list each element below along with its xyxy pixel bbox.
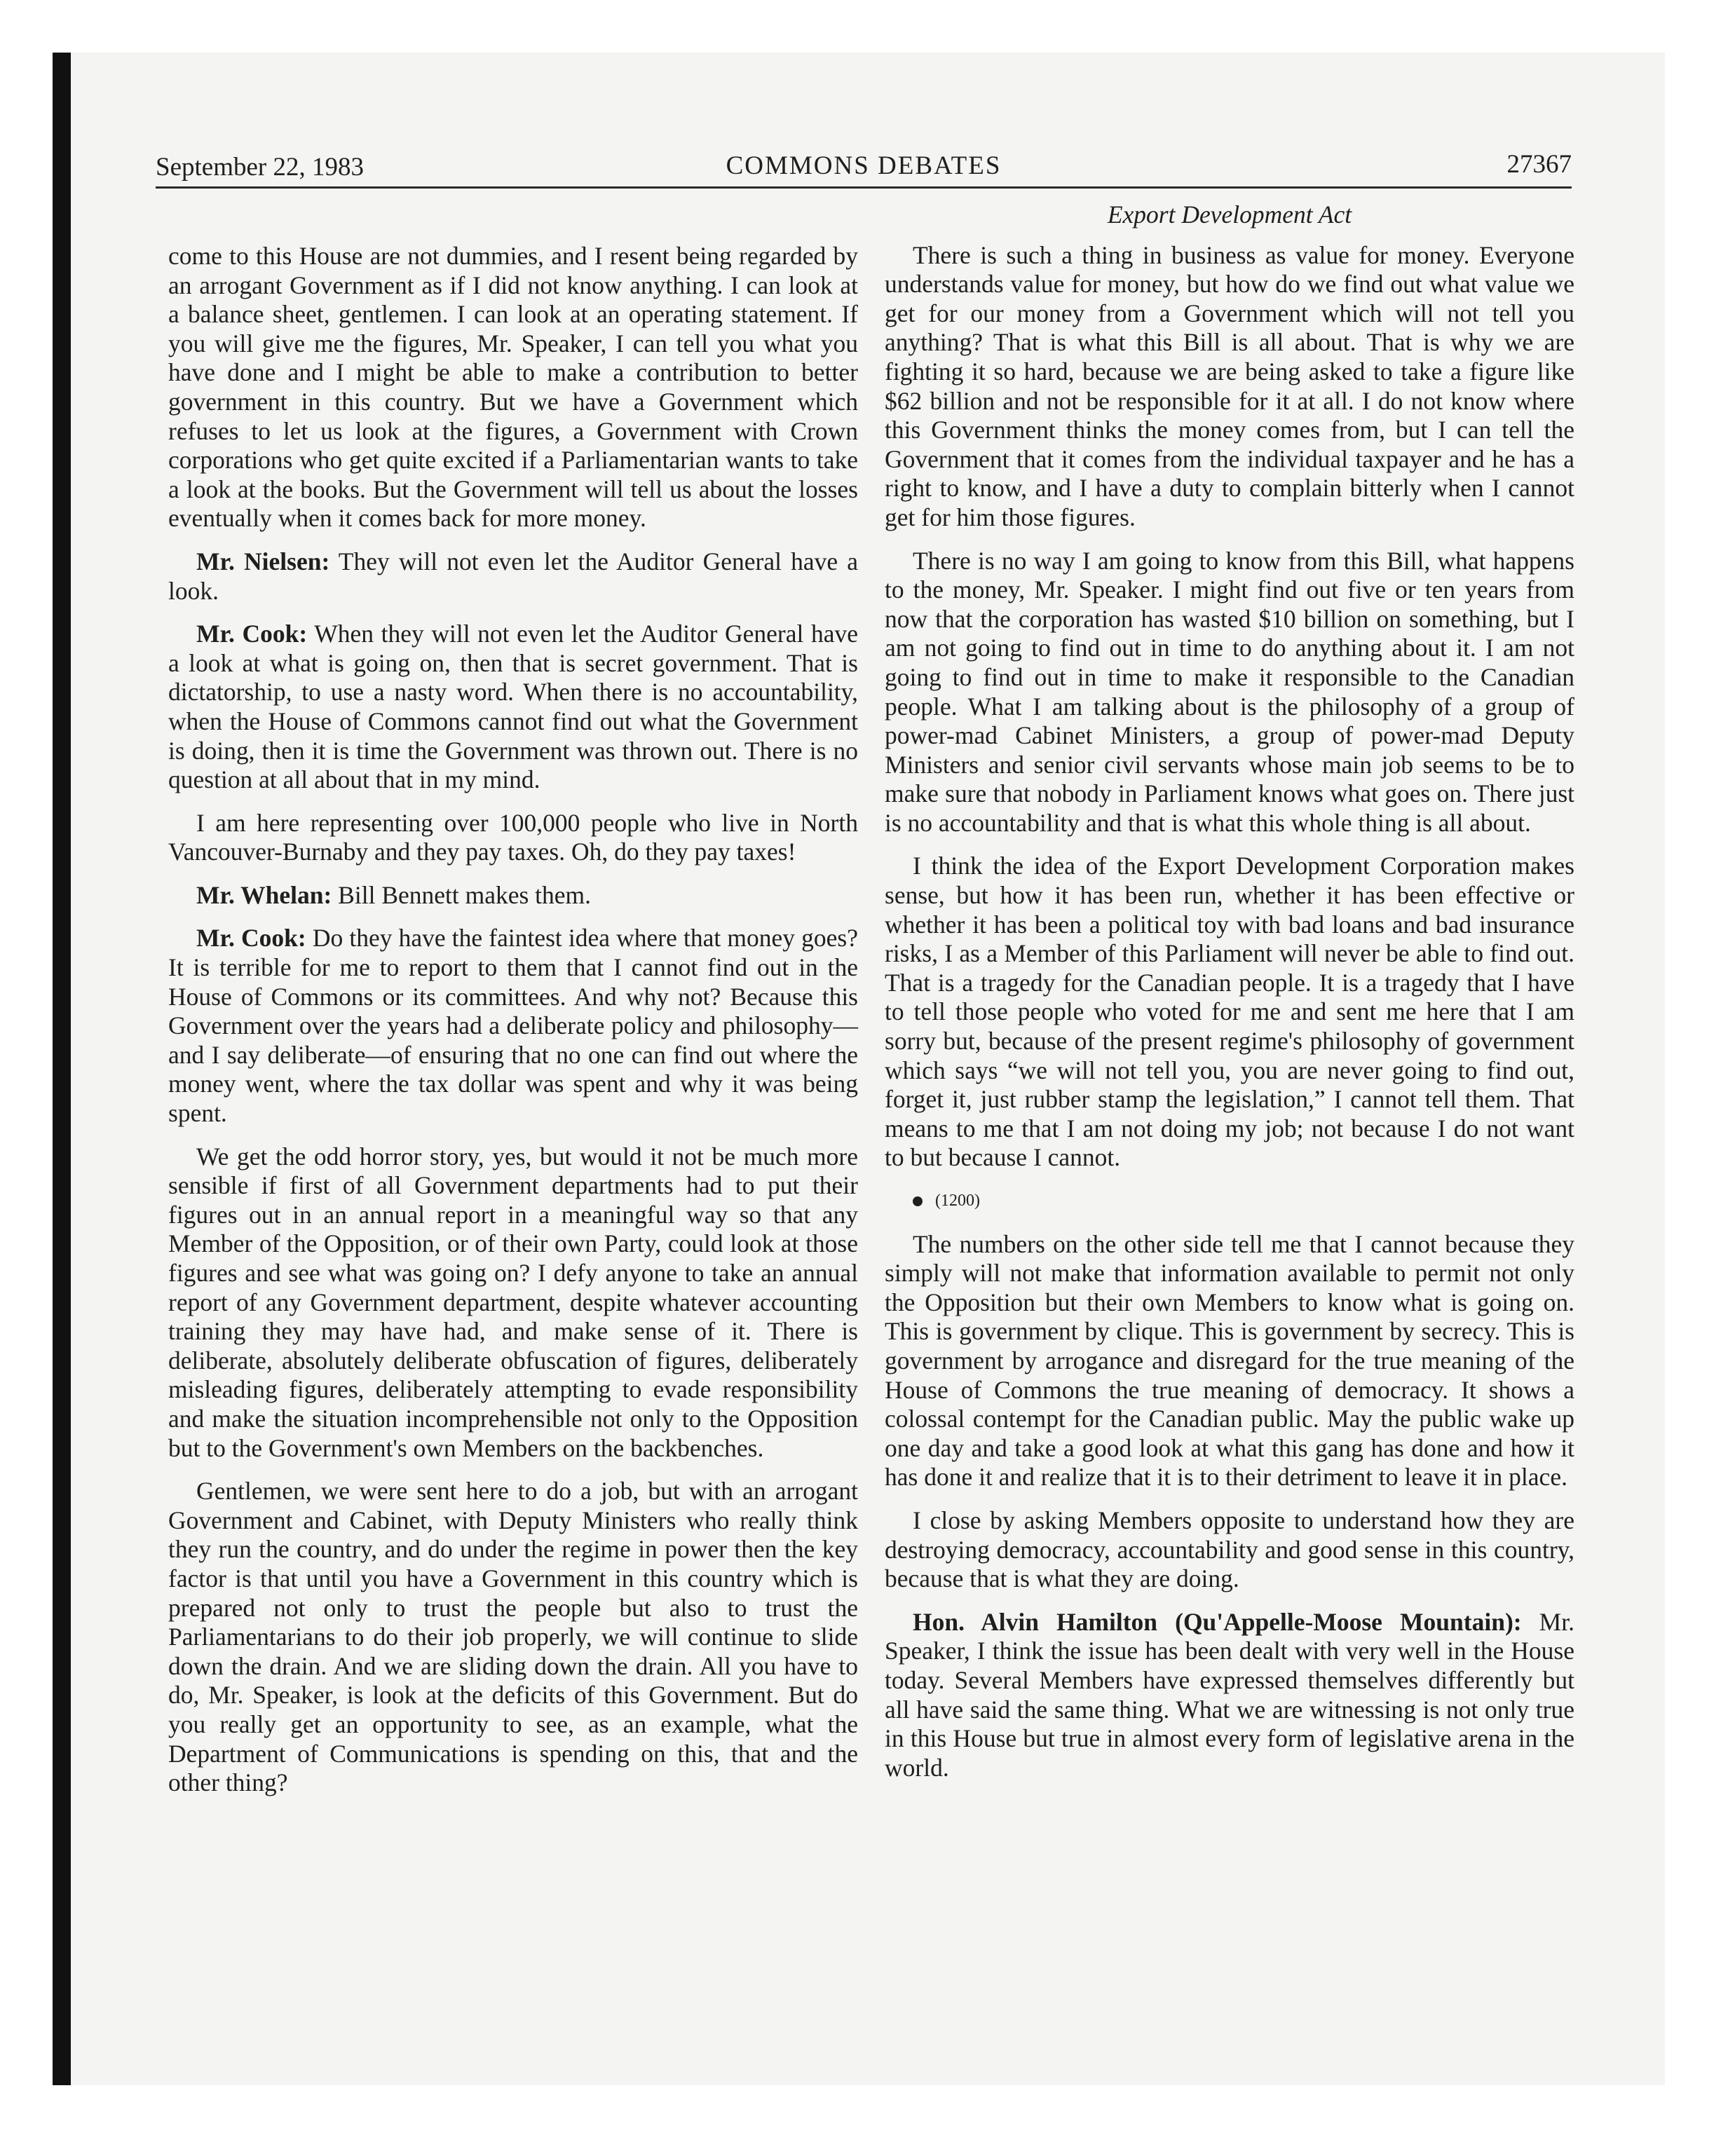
speech-cook <box>168 620 858 795</box>
paragraph: come to this House are not dummies, and I resent being regarded by an arrogant Government as if I did not know anything. I can look at a balance sheet, gentlemen. I can look at an operating statement. If you will give me the figures, Mr. Speaker, I can tell you what you have done and I might be able to make a contribution to better government in this country. But we have a Government which refuses to let us look at the figures, a Government with Crown corporations who get quite excited if a Parliamentarian wants to take a look at the books. But the Government will tell us about the losses eventually when it comes back for more money. <box>168 242 858 533</box>
bullet-icon <box>913 1196 923 1206</box>
binding-edge <box>53 53 71 2085</box>
paragraph: I close by asking Members opposite to understand how they are destroying democracy, accountability and good sense in this country, because that is what they are doing. <box>885 1506 1574 1593</box>
speech-text: Mr. Speaker, I think the issue has been dealt with very well in the House today. Several Members have expressed themselves differently but all have said the same thing. What we are witnessing is not only true in this House but true in almost every form of legislative arena in the world. <box>885 1607 1574 1782</box>
page-header <box>156 140 1572 189</box>
speaker-name: Mr. Nielsen: <box>196 547 330 575</box>
header-title: COMMONS DEBATES <box>726 151 1002 180</box>
left-column <box>168 242 858 1812</box>
speech-hamilton <box>885 1608 1574 1783</box>
paragraph: There is no way I am going to know from this Bill, what happens to the money, Mr. Speaker. I might find out five or ten years from now that the corporation has wasted $10 billion on something, but I am not going to find out in time to do anything about it. I am not going to find out in time to make it responsible to the Canadian people. What I am talking about is the philosophy of a group of power-mad Cabinet Ministers, a group of power-mad Deputy Ministers and senior civil servants whose main job seems to be to make sure that nobody in Parliament knows what goes on. There just is no accountability and that is what this whole thing is all about. <box>885 546 1574 837</box>
speech-text: Bill Bennett makes them. <box>332 880 592 909</box>
speaker-name: Hon. Alvin Hamilton (Qu'Appelle-Moose Mountain): <box>913 1607 1522 1636</box>
speech-whelan <box>168 881 858 910</box>
paragraph: There is such a thing in business as value for money. Everyone understands value for money, but how do we find out what value we get for our money from a Government which will not tell you anything? That is what this Bill is all about. That is why we are fighting it so hard, because we are being asked to take a figure like $62 billion and not be responsible for it at all. I do not know where this Government thinks the money comes from, but I can tell the Government that it comes from the individual taxpayer and he has a right to know, and I have a duty to complain bitterly when I cannot get for him those figures. <box>885 240 1574 531</box>
time-marker <box>885 1187 1574 1216</box>
speech-text: They will not even let the Auditor General have a look. <box>168 547 859 605</box>
speech-text: When they will not even let the Auditor General have a look at what is going on, then that is secret government. That is dictatorship, to use a nasty word. When there is no accountability, when the House of Commons cannot find out what the Government is doing, then it is time the Government was thrown out. There is no question at all about that in my mind. <box>168 620 858 794</box>
time-marker-text: (1200) <box>935 1192 980 1210</box>
paragraph: Gentlemen, we were sent here to do a job, but with an arrogant Government and Cabinet, with Deputy Ministers who really think they run the country, and do under the regime in power then the key factor is that until you have a Government in this country which is prepared not only to trust the people but also to trust the Parliamentarians to do their job properly, we will continue to slide down the drain. And we are sliding down the drain. All you have to do, Mr. Speaker, is look at the deficits of this Government. But do you really get an opportunity to see, as an example, what the Department of Communications is spending on this, that and the other thing? <box>168 1477 858 1797</box>
paragraph: The numbers on the other side tell me that I cannot because they simply will not make that information available to permit not only the Opposition but their own Members to know what is going on. This is government by clique. This is government by secrecy. This is government by arrogance and disregard for the true meaning of the House of Commons the true meaning of democracy. It shows a colossal contempt for the Canadian public. May the public wake up one day and take a good look at what this gang has done and how it has done it and realize that it is to their detriment to leave it in place. <box>885 1229 1574 1492</box>
speaker-name: Mr. Cook: <box>196 620 308 648</box>
speech-text: Do they have the faintest idea where that money goes? It is terrible for me to report to them that I cannot find out in the House of Commons or its committees. And why not? Because this Government over the years had a deliberate policy and philosophy—and I say deliberate—of ensuring that no one can find out where the money went, where the tax dollar was spent and why it was being spent. <box>168 924 858 1128</box>
right-column <box>885 200 1574 1796</box>
paragraph: I think the idea of the Export Development Corporation makes sense, but how it has been run, whether it has been effective or whether it has been a political toy with bad loans and bad insurance risks, I as a Member of this Parliament will never be able to find out. That is a tragedy for the Canadian people. It is a tragedy that I have to tell those people who voted for me and sent me here that I am sorry but, because of the present regime's philosophy of government which says “we will not tell you, you are never going to find out, forget it, just rubber stamp the legislation,” I cannot tell them. That means to me that I am not doing my job; not because I do not want to but because I cannot. <box>885 852 1574 1172</box>
paragraph: I am here representing over 100,000 people who live in North Vancouver-Burnaby and they pay taxes. Oh, do they pay taxes! <box>168 808 858 866</box>
speaker-name: Mr. Cook: <box>196 924 306 953</box>
paragraph: We get the odd horror story, yes, but would it not be much more sensible if first of all Government departments had to put their figures out in an annual report in a meaningful way so that any Member of the Opposition, or of their own Party, could look at those figures and see what was going on? I defy anyone to take an annual report of any Government department, despite whatever accounting training they may have had, and make sense of it. There is deliberate, absolutely deliberate obfuscation of figures, deliberately misleading figures, deliberately attempting to evade responsibility and make the situation incomprehensible not only to the Opposition but to the Government's own Members on the backbenches. <box>168 1142 858 1462</box>
section-subheading: Export Development Act <box>1107 200 1352 228</box>
speech-nielsen <box>168 547 858 606</box>
header-page-number: 27367 <box>1506 150 1572 179</box>
speaker-name: Mr. Whelan: <box>196 880 332 909</box>
header-date: September 22, 1983 <box>156 153 364 182</box>
speech-cook <box>168 924 858 1128</box>
